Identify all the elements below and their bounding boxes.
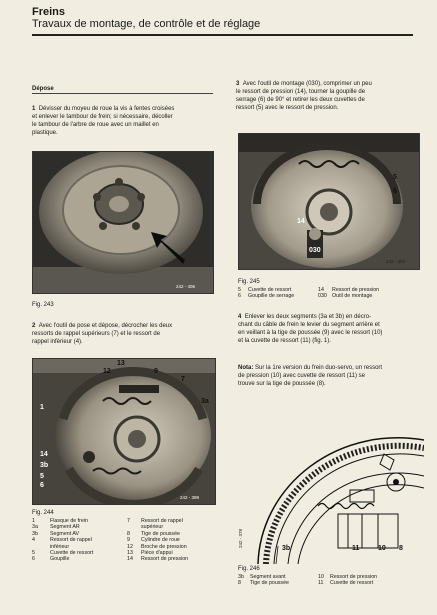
paragraph-1 (32, 105, 222, 137)
text-line: trouve sur la tige de poussée (8). (238, 381, 326, 387)
figure-code: 242 - 403 (386, 259, 406, 264)
legend-item: inférieur (50, 543, 70, 550)
text-line: Avec l'outil de montage (030), comprimer un peu (242, 81, 372, 87)
legend-item: 9 Cylindre de roue (127, 537, 180, 544)
figure-244-legend-right (127, 518, 188, 563)
callout-label: 3b (40, 462, 49, 469)
callout-label: 11 (352, 545, 360, 552)
figure-246-legend (238, 574, 428, 587)
callout-label: 3b (282, 545, 291, 552)
legend-item: 6 Goupille (32, 556, 70, 563)
legend-item: 3a Segment AR (32, 524, 80, 531)
figure-245-photo (238, 133, 420, 270)
paragraph-number: 4 (238, 314, 242, 320)
legend-item: 4 Ressort de rappel (32, 537, 92, 544)
legend-item: 6 Goupille de serrage 030 Outil de montage (238, 293, 373, 300)
paragraph-number: 1 (32, 106, 36, 112)
callout-label: 6 (40, 482, 44, 489)
callout-label: 6 (393, 188, 397, 195)
callout-label: 3a (201, 398, 209, 405)
text-line: plastique. (32, 130, 58, 136)
figure-246-caption: Fig. 246 (238, 566, 260, 572)
figure-244-photo (32, 358, 216, 505)
callout-label: 14 (297, 218, 305, 225)
legend-item: 8 Tige de poussée (127, 530, 180, 537)
legend-item: 5 Cuvette de ressort 14 Ressort de pression (238, 287, 380, 293)
figure-243-photo (32, 151, 214, 294)
callout-label: 030 (309, 247, 321, 254)
text-line: Sur la 1re version du frein duo-servo, un ressort (255, 365, 383, 371)
text-line: ressort (5) avec le ressort de pression. (236, 105, 339, 111)
figure-243-caption: Fig. 243 (32, 302, 54, 308)
note-block (238, 364, 428, 388)
legend-item: 7 Ressort de rappel (127, 518, 183, 524)
legend-item: 1 Flasque de frein (32, 518, 88, 524)
text-line: serrage (6) de 90° et retirer les deux cuvettes de (236, 97, 365, 103)
callout-label: 7 (181, 376, 185, 383)
paragraph-4 (238, 313, 428, 345)
text-line: le tambour de l'arbre de roue avec un maillet en (32, 122, 159, 128)
text-line: ressorts de rappel supérieurs (7) et le ressort de (32, 331, 161, 337)
figure-244-caption: Fig. 244 (32, 510, 54, 516)
header-rule (32, 34, 413, 36)
legend-item: 3b Segment AV (32, 530, 80, 537)
legend-item: 8 Tige de poussée 11 Cuvette de ressort (238, 580, 374, 587)
callout-label: 5 (40, 473, 44, 480)
figure-244-legend-left (32, 518, 93, 563)
callout-label: 9 (154, 368, 158, 375)
callout-label: 10 (378, 545, 386, 552)
section-rule (32, 93, 213, 94)
legend-item: 12 Broche de pression (127, 543, 187, 550)
page-subtitle: Travaux de montage, de contrôle et de réglage (32, 18, 261, 30)
figure-code: 242 - 399 (180, 495, 200, 500)
legend-item: supérieur (141, 524, 164, 531)
callout-label: 12 (103, 368, 111, 375)
text-line: en veillant à la tige de poussée (9) avec le ressort (10) (238, 330, 383, 336)
callout-label: 8 (399, 545, 403, 552)
page-title: Freins (32, 6, 66, 18)
callout-label: 1 (40, 404, 44, 411)
paragraph-2 (32, 322, 222, 346)
text-line: Avec l'outil de pose et dépose, décrocher les deux (38, 323, 173, 329)
text-line: chant du câble de frein le levier du segment arrière et (238, 322, 380, 328)
paragraph-number: 2 (32, 323, 36, 329)
text-line: et la cuvette de ressort (11) (fig. 1). (238, 338, 331, 344)
legend-item: 13 Pièce d'appui (127, 550, 173, 557)
callout-label: 14 (40, 451, 48, 458)
text-line: Enlever les deux segments (3a et 3b) en décro- (244, 314, 372, 320)
figure-245-caption: Fig. 245 (238, 279, 260, 285)
legend-item: 3b Segment avant 10 Ressort de pression (238, 574, 378, 580)
legend-item: 14 Ressort de pression (127, 556, 189, 563)
figure-code: 242 - 406 (176, 284, 196, 289)
paragraph-number: 3 (236, 81, 240, 87)
figure-246-drawing (238, 414, 424, 564)
callout-label: 13 (117, 360, 125, 367)
section-title: Dépose (32, 86, 54, 92)
callout-label: 5 (393, 174, 397, 181)
figure-245-legend (238, 287, 428, 300)
figure-code: 242 - 378 (238, 528, 243, 548)
text-line: le ressort de pression (14), tourner la goupille de (236, 89, 366, 95)
text-line: de pression (10) avec cuvette de ressort (11) se (238, 373, 365, 379)
legend-item: 5 Cuvette de ressort (32, 550, 94, 557)
text-line: rappel inférieur (4). (32, 339, 83, 345)
text-line: Dévisser du moyeu de roue la vis à fentes croisées (38, 106, 175, 112)
paragraph-3 (236, 80, 426, 112)
note-label: Nota: (238, 365, 254, 371)
text-line: et enlever le tambour de frein; si nécessaire, décoller (32, 114, 173, 120)
